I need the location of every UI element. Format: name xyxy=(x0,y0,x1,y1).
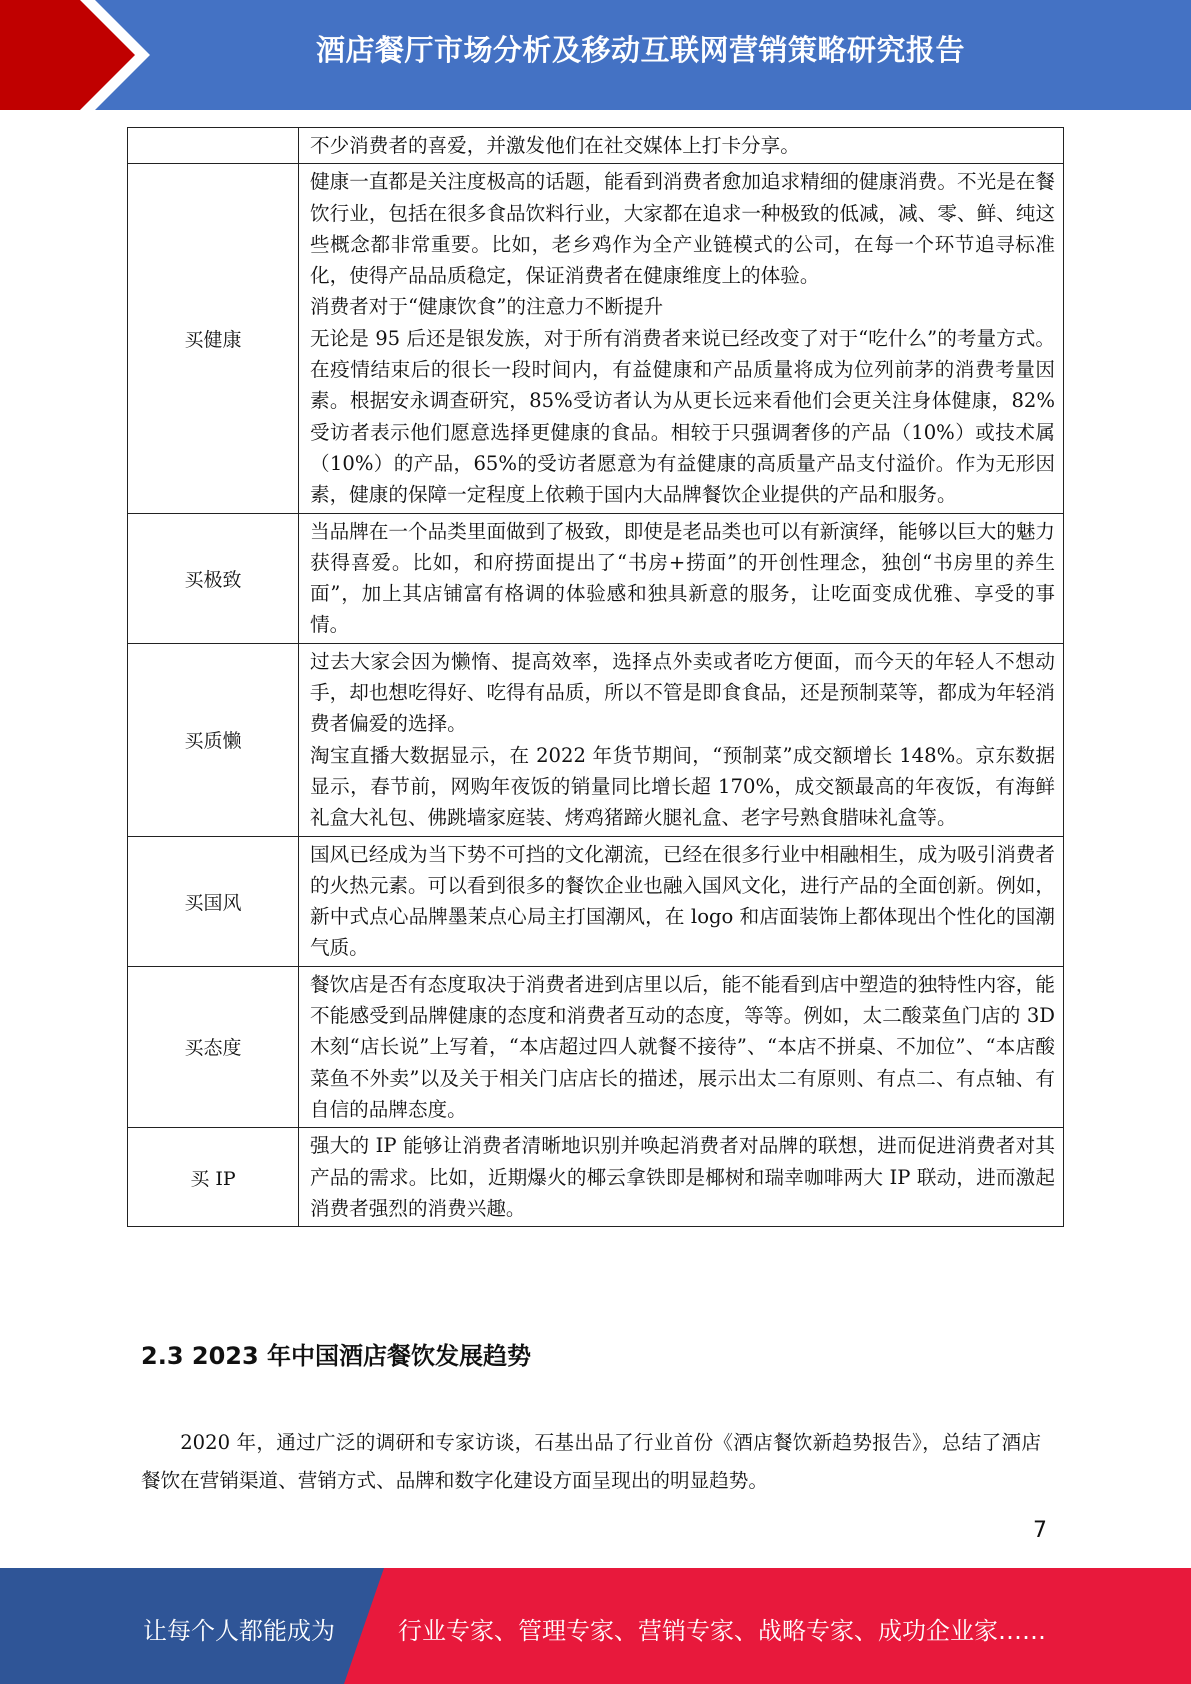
row-content xyxy=(299,164,1064,513)
footer-slogan-right: 行业专家、管理专家、营销专家、战略专家、成功企业家…… xyxy=(398,1617,1046,1645)
page-number: 7 xyxy=(1033,1518,1047,1543)
row-paragraph: 国风已经成为当下势不可挡的文化潮流，已经在很多行业中相融相生，成为吸引消费者的火热元素。可以看到很多的餐饮企业也融入国风文化，进行产品的全面创新。例如，新中式点心品牌墨茉点心局主打国潮风，在 logo 和店面装饰上都体现出个性化的国潮气质。 xyxy=(310,842,1055,960)
table-row xyxy=(128,164,1064,513)
row-label: 买健康 xyxy=(128,164,299,513)
row-paragraph: 消费者对于“健康饮食”的注意力不断提升 xyxy=(310,295,664,319)
section-paragraph: 2020 年，通过广泛的调研和专家访谈，石基出品了行业首份《酒店餐饮新趋势报告》，总结了酒店餐饮在营销渠道、营销方式、品牌和数字化建设方面呈现出的明显趋势。 xyxy=(141,1431,1041,1492)
row-label: 买极致 xyxy=(128,513,299,643)
page-header xyxy=(0,0,1191,110)
row-paragraph: 当品牌在一个品类里面做到了极致，即使是老品类也可以有新演绎，能够以巨大的魅力获得喜爱。比如，和府捞面提出了“书房+捞面”的开创性理念，独创“书房里的养生面”，加上其店铺富有格调的体验感和独具新意的服务，让吃面变成优雅、享受的事情。 xyxy=(310,519,1055,637)
chevron-decoration-icon xyxy=(0,0,160,110)
row-content xyxy=(299,836,1064,966)
row-content xyxy=(299,513,1064,643)
row-label: 买态度 xyxy=(128,966,299,1127)
row-paragraph: 强大的 IP 能够让消费者清晰地识别并唤起消费者对品牌的联想，进而促进消费者对其产品的需求。比如，近期爆火的椰云拿铁即是椰树和瑞幸咖啡两大 IP 联动，进而激起消费者强烈的消费兴趣。 xyxy=(310,1134,1055,1220)
row-label xyxy=(128,128,299,164)
row-label: 买 IP xyxy=(128,1128,299,1227)
row-paragraph: 无论是 95 后还是银发族，对于所有消费者来说已经改变了对于“吃什么”的考量方式。在疫情结束后的很长一段时间内，有益健康和产品质量将成为位列前茅的消费考量因素。根据安永调查研究，85%受访者认为从更长远来看他们会更关注身体健康，82%受访者表示他们愿意选择更健康的食品。相较于只强调奢侈的产品（10%）或技术属（10%）的产品，65%的受访者愿意为有益健康的高质量产品支付溢价。作为无形因素，健康的保障一定程度上依赖于国内大品牌餐饮企业提供的产品和服务。 xyxy=(310,326,1055,507)
table-row xyxy=(128,643,1064,836)
trend-table-body xyxy=(128,128,1064,1227)
header-title: 酒店餐厅市场分析及移动互联网营销策略研究报告 xyxy=(315,33,965,67)
table-row xyxy=(128,1128,1064,1227)
row-content xyxy=(299,643,1064,836)
trend-table xyxy=(127,127,1064,1227)
row-label: 买国风 xyxy=(128,836,299,966)
row-paragraph: 不少消费者的喜爱，并激发他们在社交媒体上打卡分享。 xyxy=(310,134,800,157)
page-footer xyxy=(0,1568,1191,1684)
row-paragraph: 餐饮店是否有态度取决于消费者进到店里以后，能不能看到店中塑造的独特性内容，能不能感受到品牌健康的态度和消费者互动的态度，等等。例如，太二酸菜鱼门店的 3D 木刻“店长说”上写着，“本店超过四人就餐不接待”、“本店不拼桌、不加位”、“本店酸菜鱼不外卖”以及关于相关门店店长的描述，展示出太二有原则、有点二、有点轴、有自信的品牌态度。 xyxy=(310,972,1055,1121)
row-content xyxy=(299,966,1064,1127)
table-row xyxy=(128,128,1064,164)
section-heading: 2.3 2023 年中国酒店餐饮发展趋势 xyxy=(141,1342,532,1370)
row-content xyxy=(299,1128,1064,1227)
table-row xyxy=(128,836,1064,966)
row-paragraph: 健康一直都是关注度极高的话题，能看到消费者愈加追求精细的健康消费。不光是在餐饮行业，包括在很多食品饮料行业，大家都在追求一种极致的低减，减、零、鲜、纯这些概念都非常重要。比如，老乡鸡作为全产业链模式的公司，在每一个环节追寻标准化，使得产品品质稳定，保证消费者在健康维度上的体验。 xyxy=(310,170,1055,288)
footer-slogan-left: 让每个人都能成为 xyxy=(143,1617,335,1645)
row-content xyxy=(299,128,1064,164)
table-row xyxy=(128,966,1064,1127)
row-label: 买质懒 xyxy=(128,643,299,836)
row-paragraph: 淘宝直播大数据显示，在 2022 年货节期间，“预制菜”成交额增长 148%。京东数据显示，春节前，网购年夜饭的销量同比增长超 170%，成交额最高的年夜饭，有海鲜礼盒大礼包、佛跳墙家庭装、烤鸡猪蹄火腿礼盒、老字号熟食腊味礼盒等。 xyxy=(310,743,1055,830)
row-paragraph: 过去大家会因为懒惰、提高效率，选择点外卖或者吃方便面，而今天的年轻人不想动手，却也想吃得好、吃得有品质，所以不管是即食食品，还是预制菜等，都成为年轻消费者偏爱的选择。 xyxy=(310,649,1055,736)
table-row xyxy=(128,513,1064,643)
